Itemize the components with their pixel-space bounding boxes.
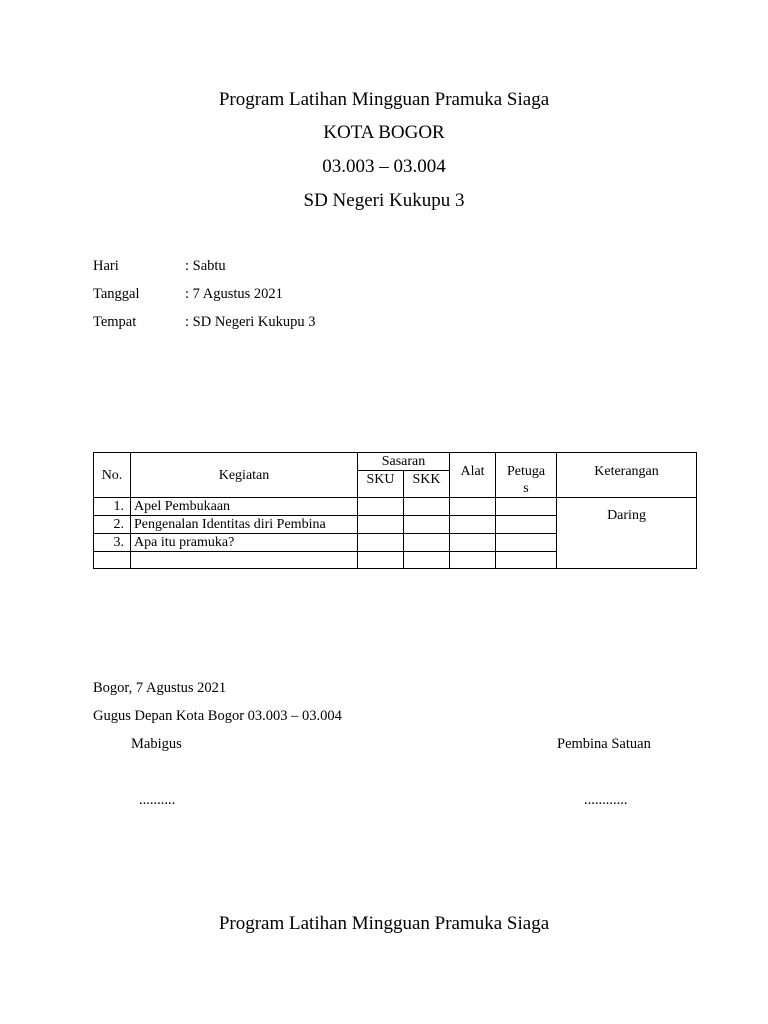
meta-row-hari xyxy=(93,257,226,275)
header-alat: Alat xyxy=(450,453,496,498)
row-sku xyxy=(358,498,404,516)
program-table xyxy=(93,452,697,569)
keterangan-daring: Daring xyxy=(607,508,646,523)
page-title: Program Latihan Mingguan Pramuka Siaga xyxy=(218,89,550,110)
meta-value: : SD Negeri Kukupu 3 xyxy=(185,314,316,330)
row-kegiatan: Pengenalan Identitas diri Pembina xyxy=(131,516,358,534)
header-skk: SKK xyxy=(404,471,450,498)
meta-row-tanggal xyxy=(93,285,283,303)
row-petugas xyxy=(496,552,557,569)
header-kegiatan: Kegiatan xyxy=(131,453,358,498)
header-petugas-line1: Petuga xyxy=(506,464,546,479)
row-sku xyxy=(358,516,404,534)
row-no: 2. xyxy=(94,516,131,534)
row-petugas xyxy=(496,534,557,552)
meta-value: : 7 Agustus 2021 xyxy=(185,286,283,302)
table-row xyxy=(94,498,697,516)
row-kegiatan xyxy=(131,552,358,569)
row-no: 3. xyxy=(94,534,131,552)
row-alat xyxy=(450,498,496,516)
row-petugas xyxy=(496,516,557,534)
table-header-row xyxy=(94,453,697,471)
meta-row-tempat xyxy=(93,313,316,331)
header-sku: SKU xyxy=(358,471,404,498)
city-title: KOTA BOGOR xyxy=(323,122,445,143)
header-petugas-line2: s xyxy=(523,481,529,496)
row-petugas xyxy=(496,498,557,516)
row-no xyxy=(94,552,131,569)
row-alat xyxy=(450,516,496,534)
row-skk xyxy=(404,498,450,516)
meta-key: Tempat xyxy=(93,314,137,330)
header-no: No. xyxy=(94,453,131,498)
row-alat xyxy=(450,552,496,569)
header-keterangan: Keterangan xyxy=(557,453,697,498)
row-sku xyxy=(358,534,404,552)
code-title: 03.003 – 03.004 xyxy=(322,156,446,177)
right-signature: ............ xyxy=(584,792,628,808)
left-role: Mabigus xyxy=(131,736,182,752)
row-sku xyxy=(358,552,404,569)
row-skk xyxy=(404,516,450,534)
next-page-title: Program Latihan Mingguan Pramuka Siaga xyxy=(218,913,550,934)
row-alat xyxy=(450,534,496,552)
row-skk xyxy=(404,552,450,569)
left-signature: .......... xyxy=(139,792,176,808)
right-role: Pembina Satuan xyxy=(557,736,651,752)
meta-key: Hari xyxy=(93,258,119,274)
header-petugas xyxy=(496,453,557,498)
meta-value: : Sabtu xyxy=(185,258,226,274)
school-title: SD Negeri Kukupu 3 xyxy=(303,190,465,211)
place-date: Bogor, 7 Agustus 2021 xyxy=(93,680,227,696)
organization: Gugus Depan Kota Bogor 03.003 – 03.004 xyxy=(93,708,342,724)
row-skk xyxy=(404,534,450,552)
row-no: 1. xyxy=(94,498,131,516)
row-kegiatan: Apa itu pramuka? xyxy=(131,534,358,552)
meta-key: Tanggal xyxy=(93,286,140,302)
header-sasaran: Sasaran xyxy=(358,453,450,471)
row-kegiatan: Apel Pembukaan xyxy=(131,498,358,516)
row-keterangan xyxy=(557,498,697,569)
